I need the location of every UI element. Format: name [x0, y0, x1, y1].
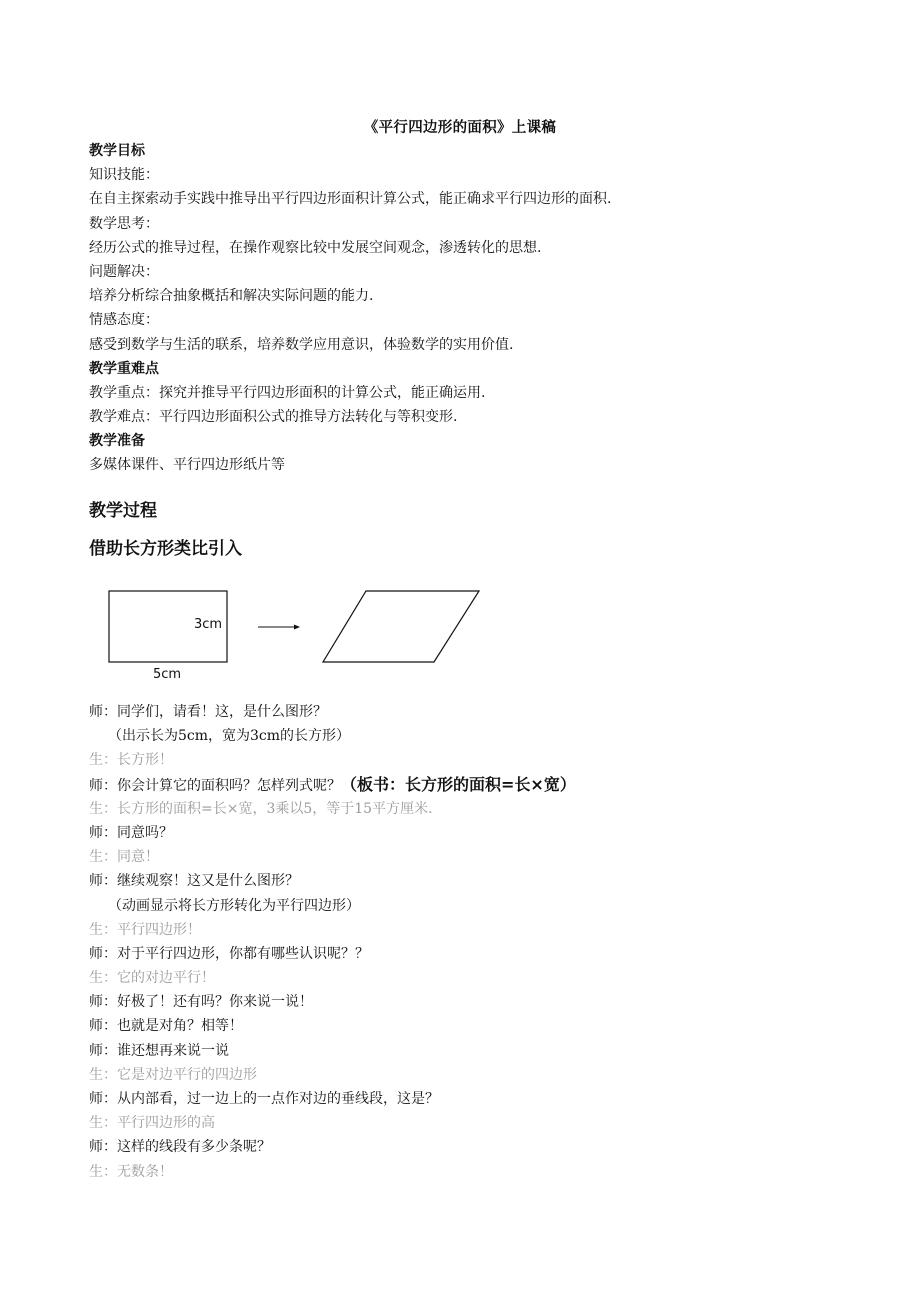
- objectives-block: [89, 139, 849, 478]
- student-line: 生：长方形的面积=长×宽，3乘以5，等于15平方厘米.: [89, 800, 433, 817]
- teacher-line-with-board: [89, 773, 849, 797]
- student-line: 生：平行四边形！: [89, 921, 201, 938]
- teacher-line: 师：同学们，请看！这，是什么图形？: [89, 704, 327, 720]
- board-note: （板书：长方形的面积=长×宽）: [341, 774, 576, 794]
- teacher-line: 师：也就是对角？相等！: [89, 1018, 243, 1035]
- objective-text: 在自主探索动手实践中推导出平行四边形面积计算公式，能正确求平行四边形的面积.: [89, 191, 612, 208]
- preparation-text: 多媒体课件、平行四边形纸片等: [89, 457, 285, 474]
- teacher-line: 师：同意吗？: [89, 824, 173, 841]
- rectangle-height-label: 3cm: [194, 617, 223, 632]
- stage-direction: （动画显示将长方形转化为平行四边形）: [108, 897, 360, 914]
- key-point-focus: 教学重点：探究并推导平行四边形面积的计算公式，能正确运用.: [89, 384, 486, 401]
- teacher-line: 师：你会计算它的面积吗？怎样列式呢？: [89, 777, 341, 794]
- student-line: 生：同意！: [89, 849, 159, 866]
- stage-direction: （出示长为5cm，宽为3cm的长方形）: [108, 728, 351, 745]
- key-point-difficulty: 教学难点：平行四边形面积公式的推导方法转化与等积变形.: [89, 409, 458, 426]
- objectives-heading: 教学目标: [89, 143, 145, 159]
- teacher-line: 师：这样的线段有多少条呢？: [89, 1139, 271, 1156]
- key-points-heading: 教学重难点: [89, 360, 159, 377]
- student-line: 生：它的对边平行！: [89, 970, 215, 987]
- rectangle-width-label: 5cm: [153, 667, 182, 682]
- objective-text: 经历公式的推导过程，在操作观察比较中发展空间观念，渗透转化的思想.: [89, 239, 542, 256]
- teacher-line: 师：从内部看，过一边上的一点作对边的垂线段，这是？: [89, 1091, 439, 1107]
- document-title: 《平行四边形的面积》上课稿: [363, 120, 557, 136]
- rectangle-to-parallelogram-diagram: [100, 582, 500, 692]
- teacher-line: 师：谁还想再来说一说: [89, 1042, 229, 1059]
- preparation-heading: 教学准备: [89, 433, 145, 450]
- teacher-line: 师：对于平行四边形，你都有哪些认识呢？？: [89, 945, 369, 962]
- objective-label: 问题解决：: [89, 263, 159, 280]
- teacher-line: 师：继续观察！这又是什么图形？: [89, 873, 299, 890]
- process-heading: 教学过程: [89, 501, 157, 521]
- objective-label: 情感态度：: [89, 312, 159, 329]
- objective-text: 感受到数学与生活的联系，培养数学应用意识，体验数学的实用价值.: [89, 336, 514, 353]
- teacher-line: 师：好极了！还有吗？你来说一说！: [89, 994, 313, 1011]
- student-line: 生：平行四边形的高: [89, 1115, 215, 1132]
- student-line: 生：它是对边平行的四边形: [89, 1066, 257, 1083]
- objective-text: 培养分析综合抽象概括和解决实际问题的能力.: [89, 288, 374, 305]
- student-line: 生：无数条！: [89, 1163, 173, 1180]
- objective-label: 知识技能：: [89, 167, 159, 184]
- section-heading: 借助长方形类比引入: [89, 539, 242, 559]
- dialogue-block: [89, 700, 849, 1184]
- objective-label: 数学思考：: [89, 215, 159, 232]
- student-line: 生：长方形！: [89, 752, 173, 769]
- arrow-right-icon: [258, 625, 300, 630]
- parallelogram-shape: [323, 591, 479, 662]
